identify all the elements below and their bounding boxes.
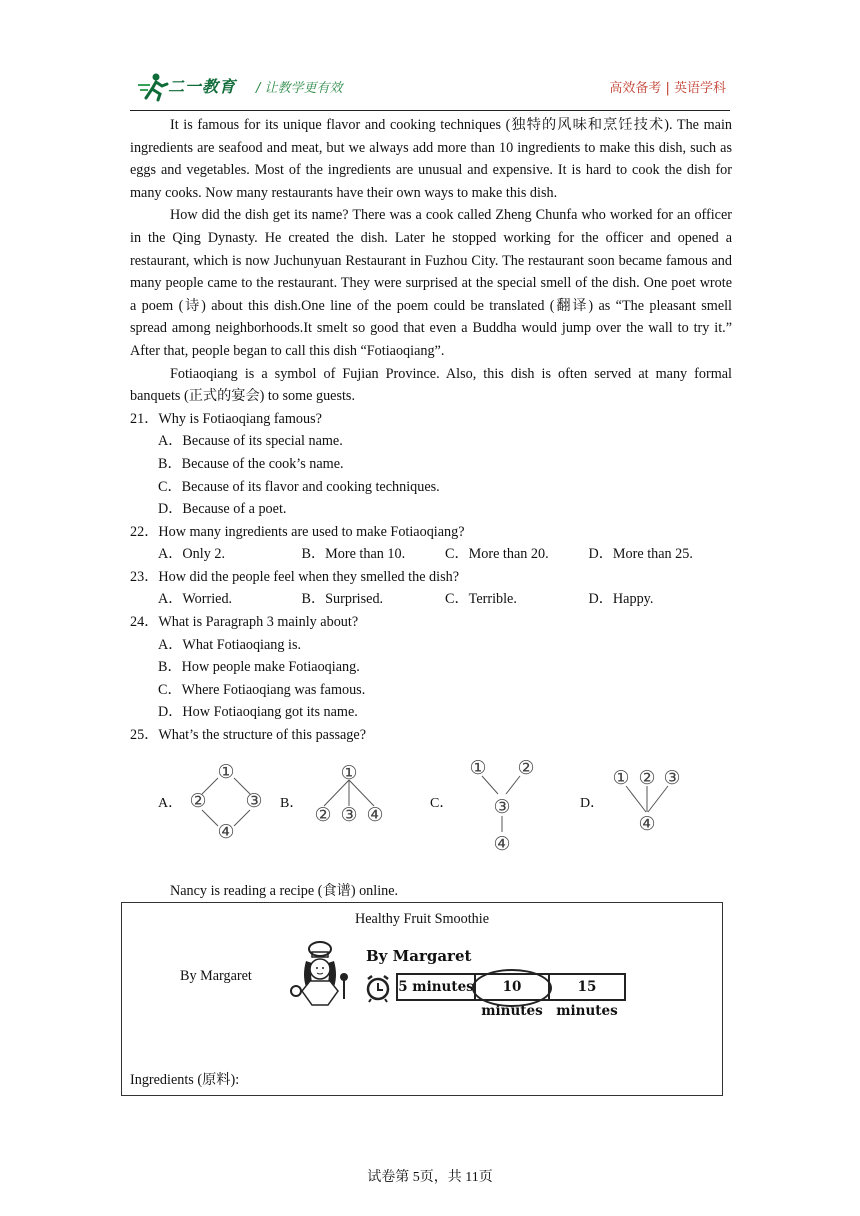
node-3: ③ bbox=[340, 804, 358, 826]
option-22d: D．More than 25. bbox=[588, 546, 693, 563]
node-3: ③ bbox=[663, 767, 681, 789]
header-divider bbox=[130, 110, 730, 111]
option-22b: B．More than 10. bbox=[301, 546, 406, 563]
question-21: 21．Why is Fotiaoqiang famous? bbox=[130, 410, 322, 427]
subject-tagline: 高效备考 | 英语学科 bbox=[609, 81, 726, 96]
node-4: ④ bbox=[366, 804, 384, 826]
chef-girl-icon bbox=[282, 939, 362, 1011]
time-option-15: 15 minutes bbox=[556, 979, 618, 1019]
time-option-10 bbox=[476, 975, 550, 1019]
node-4: ④ bbox=[493, 833, 511, 855]
structure-diagram-d bbox=[606, 760, 696, 840]
option-25d-label: D． bbox=[580, 796, 605, 811]
node-2: ② bbox=[517, 757, 535, 779]
node-1: ① bbox=[340, 762, 358, 784]
option-21d: D．Because of a poet. bbox=[158, 501, 287, 518]
recipe-intro: Nancy is reading a recipe (食谱) online. bbox=[170, 883, 399, 899]
page-footer: 试卷第 5页，共 11页 bbox=[367, 1170, 493, 1185]
structure-options bbox=[130, 752, 732, 862]
option-25a-label: A． bbox=[158, 796, 183, 811]
option-22c: C．More than 20. bbox=[445, 546, 549, 563]
question-22: 22．How many ingredients are used to make Fotiaoqiang? bbox=[130, 523, 465, 540]
option-23d: D．Happy. bbox=[588, 591, 654, 608]
options-22 bbox=[130, 543, 732, 566]
logo-text: 二一教育 bbox=[168, 77, 237, 96]
paragraph-2: How did the dish get its name? There was a cook called Zheng Chunfa who worked for an officer in the Qing Dynasty. He created the dish. Later he stopped working for the officer and opened a restaurant, which is now Juchunyuan Restaurant in Fuzhou City. The restaurant soon became famous and many people came to the restaurant. They were surprised at the special smell of the dish. One poet wrote a poem (诗) about this dish.One line of the poem could be translated (翻译) as “The pleasant smell spread among neighborhoods.It smelt so good that even a Buddha would jump over the wall to try it.” After that, people began to call this dish “Fotiaoqiang”. bbox=[130, 207, 732, 359]
paragraph-1: It is famous for its unique flavor and cooking techniques (独特的风味和烹饪技术). The main ingredients are seafood and meat, but we always add more than 10 ingredients to make this dish, such as eggs and vegetables. Most of the ingredients are unusual and expensive. It is hard to cook the dish for many cooks. Now many restaurants have their own ways to make this dish. bbox=[130, 117, 732, 201]
time-option-5: 5 minutes bbox=[398, 975, 476, 999]
alarm-clock-icon bbox=[364, 973, 394, 1003]
image-author-label: By Margaret bbox=[366, 947, 472, 965]
recipe-author: By Margaret bbox=[180, 968, 252, 984]
option-21a: A．Because of its special name. bbox=[158, 433, 343, 450]
page-header bbox=[130, 68, 730, 108]
node-2: ② bbox=[638, 767, 656, 789]
option-24d: D．How Fotiaoqiang got its name. bbox=[158, 704, 358, 721]
time-options bbox=[396, 973, 626, 1019]
node-1: ① bbox=[217, 761, 235, 783]
node-4: ④ bbox=[217, 821, 235, 842]
question-23: 23．How did the people feel when they smelled the dish? bbox=[130, 568, 459, 585]
option-23a: A．Worried. bbox=[158, 591, 233, 608]
structure-diagram-a bbox=[178, 758, 268, 842]
option-22a: A．Only 2. bbox=[158, 546, 225, 563]
passage-and-questions bbox=[130, 114, 732, 747]
option-24a: A．What Fotiaoqiang is. bbox=[158, 636, 302, 653]
recipe-title: Healthy Fruit Smoothie bbox=[355, 911, 489, 927]
node-3: ③ bbox=[493, 796, 511, 818]
node-2: ② bbox=[189, 790, 207, 812]
option-24b: B．How people make Fotiaoqiang. bbox=[158, 659, 360, 676]
option-23c: C．Terrible. bbox=[445, 591, 517, 608]
ingredients-label: Ingredients (原料): bbox=[130, 1072, 240, 1088]
selected-circle bbox=[472, 969, 552, 1007]
question-24: 24．What is Paragraph 3 mainly about? bbox=[130, 614, 359, 631]
recipe-box bbox=[121, 902, 723, 1096]
node-4: ④ bbox=[638, 813, 656, 835]
node-2: ② bbox=[314, 804, 332, 826]
node-3: ③ bbox=[245, 790, 263, 812]
option-21c: C．Because of its flavor and cooking techniques. bbox=[158, 478, 440, 495]
structure-diagram-b bbox=[306, 758, 396, 838]
node-1: ① bbox=[469, 757, 487, 779]
option-25c-label: C． bbox=[430, 796, 454, 811]
paragraph-3: Fotiaoqiang is a symbol of Fujian Province. Also, this dish is often served at many formal banquets (正式的宴会) to some guests. bbox=[130, 365, 732, 405]
time-option-10-label: 10 minutes bbox=[481, 979, 543, 1019]
options-23 bbox=[130, 588, 732, 611]
option-24c: C．Where Fotiaoqiang was famous. bbox=[158, 681, 366, 698]
option-25b-label: B． bbox=[280, 796, 304, 811]
option-21b: B．Because of the cook’s name. bbox=[158, 455, 344, 472]
question-25: 25．What’s the structure of this passage? bbox=[130, 727, 366, 744]
option-23b: B．Surprised. bbox=[301, 591, 384, 608]
node-1: ① bbox=[612, 767, 630, 789]
structure-diagram-c bbox=[460, 754, 550, 856]
slogan: / 让教学更有效 bbox=[256, 81, 343, 96]
